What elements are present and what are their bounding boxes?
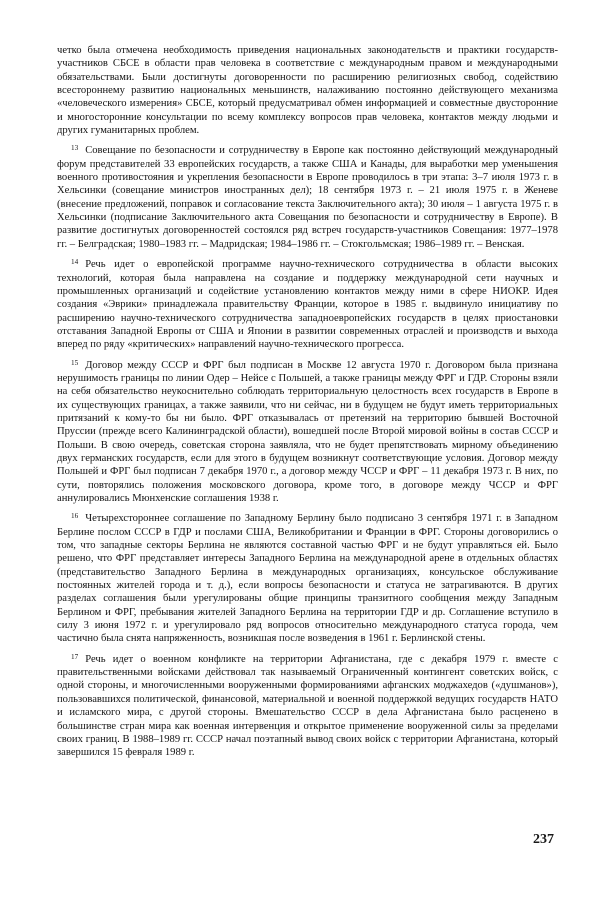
footnote-text: Речь идет о европейской программе научно-технического сотрудничества в области высоких технологий, которая была направлена на создание и поддержку международной сети научных и промышленных организаций и содействие установлению контактов между ними в сфере НИОКР. Идея создания «Эврики» принадлежала правительству Франции, которое в 1985 г. выдвинуло инициативу по расширению научно-технического сотрудничества западноевропейских государств в целях приостановки отставания Западной Европы от США и Японии в развитии современных отраслей и производств и выхода вперед по ряду «критических» направлений научно-технического прогресса. xyxy=(57,259,558,351)
footnote-13 xyxy=(57,142,558,251)
footnote-15 xyxy=(57,357,558,506)
footnote-number: 17 xyxy=(71,652,79,661)
footnote-text: Четырехстороннее соглашение по Западному Берлину было подписано 3 сентября 1971 г. в Западном Берлине послом СССР в ГДР и послами США, Великобритании и Франции в ФРГ. Стороны договорились о том, что западные секторы Берлина не являются составной частью ФРГ и не будут управляться ей. Было решено, что ФРГ представляет интересы Западного Берлина на международной арене в отдельных областях (представительство Западного Берлина в международных организациях, консульское обслуживание постоянных жителей города и т. д.), если вопросы безопасности и статуса не затрагиваются. В других разделах соглашения были урегулированы общие принципы транзитного сообщения между Западным Берлином и ФРГ, пребывания жителей Западного Берлина на территории ГДР и др. Соглашение вступило в силу 3 июня 1972 г. и урегулировало ряд вопросов относительно международного статуса города, чем частично была снята напряженность, возникшая после возведения в 1961 г. Берлинской стены. xyxy=(57,513,558,645)
footnote-number: 16 xyxy=(71,512,79,521)
page-body xyxy=(57,44,558,760)
footnote-text: Совещание по безопасности и сотрудничеству в Европе как постоянно действующий международный форум представителей 33 европейских государств, а также США и Канады, для выработки мер уменьшения военного противостояния и укрепления безопасности в Европе проводилось в три этапа: 3–7 июля 1973 г. в Хельсинки (совещание министров иностранных дел); 18 сентября 1973 г. – 21 июля 1975 г. в Женеве (внесение предложений, поправок и согласование текста Заключительного акта); 30 июля – 1 августа 1975 г. в Хельсинки (подписание Заключительного акта Совещания по безопасности и сотрудничеству в Европе). В развитие достигнутых договоренностей состоялся ряд встреч государств-участников Совещания: 1977–1978 гг. – Белградская; 1980–1983 гг. – Мадридская; 1984–1986 гг. – Стокгольмская; 1986–1989 гг. – Венская. xyxy=(57,145,558,250)
footnote-17 xyxy=(57,651,558,760)
continuation-paragraph: четко была отмечена необходимость приведения национальных законодательств и практики государств-участников СБСЕ в области прав человека в соответствие с международным правом и международными обязательствами. Были достигнуты договоренности по расширению религиозных свобод, содействию всестороннему развитию национальных меньшинств, налаживанию постоянно действующего механизма «человеческого измерения» СБСЕ, который предусматривал обмен информацией и совместные двусторонние и многосторонние консультации по всему комплексу вопросов прав человека, контактов между людьми и других гуманитарных проблем. xyxy=(57,45,558,137)
footnote-number: 13 xyxy=(71,144,79,153)
footnote-text: Речь идет о военном конфликте на территории Афганистана, где с декабря 1979 г. вместе с правительственными войсками действовал так называемый Ограниченный контингент советских войск, с одной стороны, и многочисленными вооруженными формированиями афганских моджахедов («душманов»), пользовавшихся политической, финансовой, материальной и военной поддержкой ведущих государств НАТО и исламского мира, с другой стороны. Вмешательство СССР в дела Афганистана было расценено в большинстве стран мира как военная интервенция и открытое применение вооруженной силы за пределами своих границ. В 1988–1989 гг. СССР начал поэтапный вывод своих войск с территории Афганистана, который завершился 15 февраля 1989 г. xyxy=(57,653,558,759)
footnote-number: 15 xyxy=(71,358,79,367)
page-number: 237 xyxy=(533,832,554,847)
footnote-text: Договор между СССР и ФРГ был подписан в Москве 12 августа 1970 г. Договором была признана нерушимость границы по линии Одер – Нейсе с Польшей, а также границы между ФРГ и ГДР. Стороны взяли на себя обязательство неукоснительно соблюдать территориальную целостность всех государств в Европе в их существующих границах, а также заявили, что ни сейчас, ни в будущем не будут иметь территориальных притязаний к кому-то бы ни было. ФРГ отказывалась от претензий на территорию бывшей Восточной Пруссии (прежде всего Калининградской области), вошедшей после Второй мировой войны в состав СССР и Польши. В свою очередь, советская сторона заявляла, что не будет препятствовать мирному объединению двух германских государств, если для этого в будущем возникнут соответствующие условия. Договор между Польшей и ФРГ был подписан 7 декабря 1970 г., а договор между ЧССР и ФРГ – 11 декабря 1973 г. В них, по сути, повторялись положения московского договора, кроме того, в договоре между ЧССР и ФРГ аннулировались Мюнхенские соглашения 1938 г. xyxy=(57,359,558,504)
footnote-16 xyxy=(57,510,558,645)
footnote-number: 14 xyxy=(71,258,79,267)
footnote-14 xyxy=(57,256,558,351)
